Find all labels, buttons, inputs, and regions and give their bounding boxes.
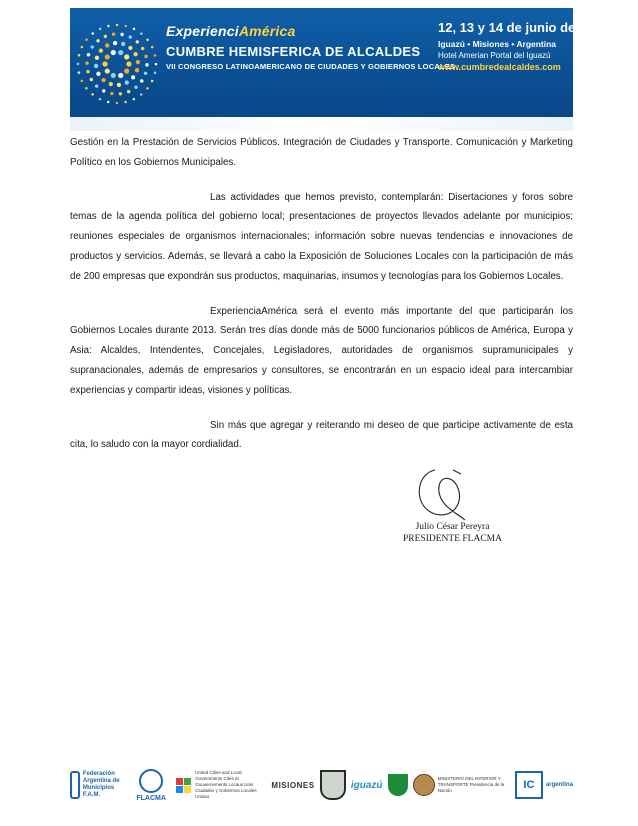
sun-dot: [136, 60, 140, 64]
ic-argentina-logo: [515, 771, 573, 799]
sun-dot: [118, 73, 123, 78]
sun-dot: [96, 72, 100, 76]
sun-dot: [112, 32, 115, 35]
brand-part2: América: [238, 23, 296, 39]
sun-dot: [101, 78, 105, 82]
sun-dot: [133, 98, 136, 101]
sun-dot: [146, 39, 149, 42]
sun-dot: [136, 40, 139, 43]
ucg-text: United Cities and Local Governments Cités et Gouvernements Locaux Unis Ciudades y Gobiernos Locales Unidos: [195, 770, 257, 799]
national-seal-icon: [413, 774, 435, 796]
sun-dot: [133, 28, 136, 31]
sun-dot: [116, 102, 119, 105]
sun-dot: [107, 101, 110, 104]
sun-dot: [121, 42, 125, 46]
fam-logo: [70, 771, 126, 799]
sun-dot: [92, 32, 95, 35]
sun-dot: [119, 92, 122, 95]
sun-dot: [110, 92, 113, 95]
sun-dot: [116, 24, 119, 27]
ic-mark: IC: [515, 771, 543, 799]
sun-dot: [99, 98, 102, 101]
sun-dot: [86, 70, 89, 73]
sun-dot: [113, 41, 117, 45]
flacma-logo: [131, 769, 171, 802]
misiones-logo: MISIONES: [271, 780, 315, 790]
paragraph-2: Las actividades que hemos previsto, contemplarán: Disertaciones y foros sobre temas de la agenda política del gobierno local; presentaciones de proyectos llevados adelante por municipios; reuniones especiales de organismos internacionales; información sobre nuevas tendencias e innovaciones de productos y servicios. Además, se llevará a cabo la Exposición de Soluciones Locales con la participación de más de 200 empresas que expondrán sus productos, maquinarias, insumos y tecnologías para los Gobiernos Locales.: [70, 191, 573, 282]
banner-cumbre: CUMBRE HEMISFERICA DE ALCALDES: [166, 44, 421, 59]
sun-dot: [128, 46, 132, 50]
sun-dot: [124, 68, 129, 73]
fam-text: [83, 771, 126, 799]
sun-dot: [140, 79, 143, 82]
sun-dot: [105, 54, 110, 59]
sun-dot: [146, 87, 149, 90]
sun-dot: [85, 38, 88, 41]
sun-dot: [102, 89, 105, 92]
sun-dot: [94, 64, 98, 68]
signatory: [400, 521, 505, 545]
sun-dot: [78, 71, 81, 74]
banner-event-info: [438, 20, 608, 72]
sponsor-logos: [70, 765, 573, 805]
banner-congreso: VII CONGRESO LATINOAMERICANO DE CIUDADES Y GOBIERNOS LOCALES: [166, 62, 456, 71]
sun-dot: [91, 45, 94, 48]
signatory-name: Julio César Pereyra: [415, 522, 490, 532]
ic-text: argentina: [545, 782, 573, 788]
sun-dot: [155, 63, 158, 66]
sun-dot: [134, 86, 137, 89]
sun-dot: [125, 80, 129, 84]
sun-dot: [91, 93, 94, 96]
ucg-logo: [176, 770, 266, 800]
sun-dot: [126, 61, 131, 66]
sun-dot: [145, 63, 148, 66]
sun-dot: [99, 48, 103, 52]
fam-mark-icon: [70, 771, 80, 799]
sun-dot: [102, 61, 107, 66]
sun-dot: [131, 75, 135, 79]
event-banner: [70, 8, 608, 131]
sun-dot: [77, 63, 80, 66]
event-website: www.cumbredealcaldes.com: [438, 62, 561, 72]
sun-dot: [125, 25, 128, 28]
sun-dot: [154, 72, 157, 75]
signatory-title: PRESIDENTE FLACMA: [403, 534, 502, 544]
sun-burst-logo-icon: [78, 18, 156, 110]
sun-dot: [140, 93, 143, 96]
sun-dot: [111, 50, 116, 55]
sun-dot: [81, 80, 84, 83]
event-location: Iguazú • Misiones • Argentina: [438, 39, 557, 49]
sun-dot: [133, 52, 137, 56]
sun-dot: [87, 53, 90, 56]
sun-dot: [117, 83, 121, 87]
sun-dot: [144, 72, 147, 75]
sun-dot: [105, 43, 109, 47]
sun-dot: [144, 55, 147, 58]
iguazu-logo: iguazú: [350, 779, 383, 791]
sun-dot: [124, 101, 127, 104]
sun-dot: [140, 32, 143, 35]
ministerio-logo: [413, 774, 510, 796]
sun-dot: [151, 80, 154, 83]
sun-dot: [151, 46, 154, 49]
sun-dot: [118, 50, 123, 55]
sun-dot: [135, 68, 139, 72]
sun-dot: [85, 87, 88, 90]
shield-icon: [320, 770, 346, 800]
banner-brand: [166, 23, 295, 39]
sun-dot: [78, 54, 81, 57]
sun-dot: [124, 54, 129, 59]
paragraph-4: Sin más que agregar y reiterando mi deseo de que participe activamente de esta cita, lo saludo con la mayor cordialidad.: [70, 419, 573, 451]
sun-dot: [81, 46, 84, 49]
ucg-blocks-icon: [176, 778, 191, 793]
fam-abbr: F.A.M.: [82, 792, 101, 798]
sun-dot: [95, 84, 98, 87]
sun-dot: [95, 56, 99, 60]
sun-dot: [104, 35, 107, 38]
globe-icon: [139, 769, 163, 793]
sun-dot: [105, 68, 110, 73]
brand-part1: Experienci: [166, 23, 239, 39]
handwritten-signature: [405, 462, 500, 524]
sun-dot: [120, 33, 123, 36]
ministerio-text: MINISTERIO DEL INTERIOR Y TRANSPORTE Presidencia de la Nación: [437, 776, 505, 793]
flacma-label: FLACMA: [136, 794, 166, 802]
sun-dot: [109, 82, 113, 86]
sun-dot: [141, 47, 144, 50]
banner-bottom-bar: [70, 117, 573, 131]
letter-body: [70, 133, 573, 470]
sun-dot: [85, 61, 88, 64]
event-date: 12, 13 y 14 de junio de 2013: [438, 20, 608, 35]
sun-dot: [107, 25, 110, 28]
sun-dot: [129, 35, 132, 38]
paragraph-1: Gestión en la Prestación de Servicios Públicos. Integración de Ciudades y Transporte. Comunicación y Marketing Político en los Gobiernos Municipales.: [70, 137, 573, 168]
sun-dot: [99, 28, 102, 31]
paragraph-3: ExperienciaAmérica será el evento más importante del que participarán los Gobiernos Locales durante 2013. Serán tres días donde más de 5000 funcionarios públicos de América, Europa y Asia: Alcaldes, Intendentes, Concejales, Legisladores, autoridades de organismos supramunicipales y supranacionales, además de empresarios y consultores, se encontrarán en un espacio ideal para intercambiar experiencias y compartir ideas, visiones y políticas.: [70, 305, 573, 396]
sun-dot: [90, 78, 93, 81]
sun-dot: [96, 39, 99, 42]
green-crest-icon: [388, 774, 408, 796]
fam-name: Federación Argentina de Municipios: [82, 771, 120, 791]
sun-dot: [127, 90, 130, 93]
sun-dot: [111, 73, 116, 78]
sun-dot: [154, 54, 157, 57]
event-hotel: Hotel Amerian Portal del Iguazú: [438, 51, 551, 60]
